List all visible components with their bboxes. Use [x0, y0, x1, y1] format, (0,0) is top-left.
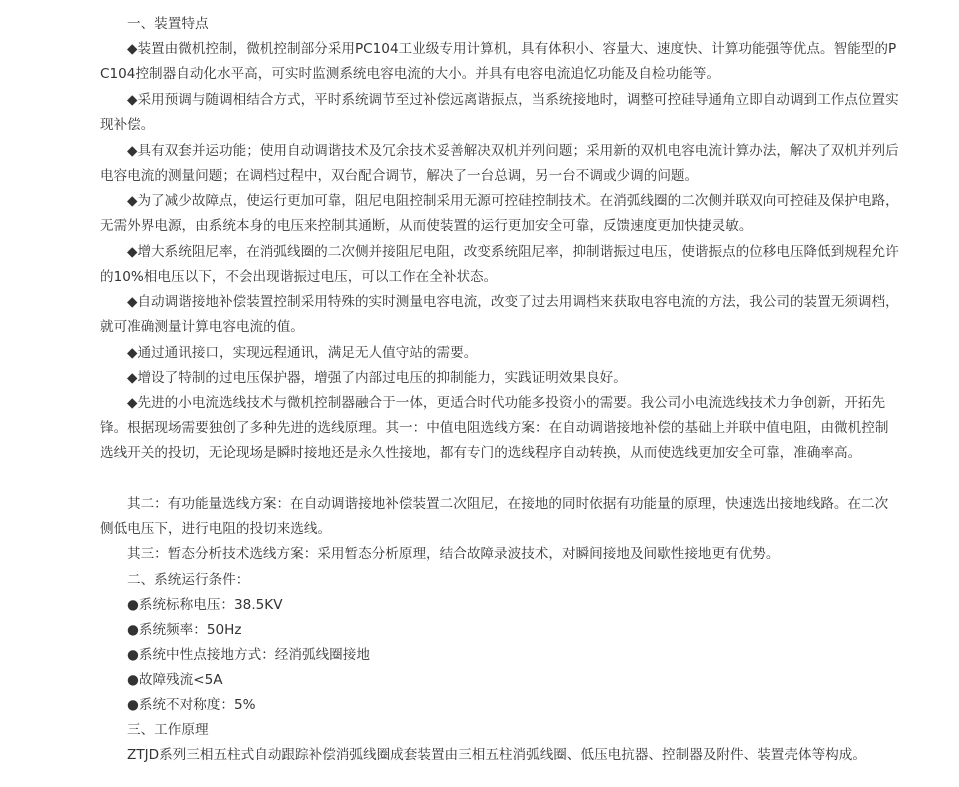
- scheme-three-paragraph: 其三：暂态分析技术选线方案：采用暂态分析原理，结合故障录波技术，对瞬间接地及间歇性接地更有优势。: [127, 546, 780, 562]
- section-heading-principle: 三、工作原理: [127, 722, 209, 738]
- feature-paragraph: ◆具有双套并运功能；使用自动调谐技术及冗余技术妥善解决双机并列问题；采用新的双机电容电流计算办法，解决了双机并列后电容电流的测量问题；在调档过程中，双台配合调节，解决了一台总调，另一台不调或少调的问题。: [100, 143, 899, 185]
- section-heading-conditions: 二、系统运行条件：: [127, 572, 250, 588]
- condition-item: ●系统中性点接地方式：经消弧线圈接地: [127, 647, 370, 663]
- scheme-two-paragraph: 其二：有功能量选线方案：在自动调谐接地补偿装置二次阻尼，在接地的同时依据有功能量的原理，快速选出接地线路。在二次侧低电压下，进行电阻的投切来选线。: [100, 496, 889, 538]
- feature-paragraph: ◆自动调谐接地补偿装置控制采用特殊的实时测量电容电流，改变了过去用调档来获取电容电流的方法，我公司的装置无须调档，就可准确测量计算电容电流的值。: [100, 294, 899, 336]
- feature-paragraph: ◆装置由微机控制，微机控制部分采用PC104工业级专用计算机，具有体积小、容量大、速度快、计算功能强等优点。智能型的PC104控制器自动化水平高，可实时监测系统电容电流的大小。并具有电容电流追忆功能及自检功能等。: [100, 41, 897, 83]
- feature-paragraph: ◆采用预调与随调相结合方式，平时系统调节至过补偿远离谐振点，当系统接地时，调整可控硅导通角立即自动调到工作点位置实现补偿。: [100, 92, 899, 134]
- feature-paragraph: ◆先进的小电流选线技术与微机控制器融合于一体，更适合时代功能多投资小的需要。我公司小电流选线技术力争创新，开拓先锋。根据现场需要独创了多种先进的选线原理。其一：中值电阻选线方案：在自动调谐接地补偿的基础上并联中值电阻，由微机控制选线开关的投切，无论现场是瞬时接地还是永久性接地，都有专门的选线程序自动转换，从而使选线更加安全可靠，准确率高。: [100, 395, 889, 462]
- feature-paragraph: ◆为了减少故障点，使运行更加可靠，阻尼电阻控制采用无源可控硅控制技术。在消弧线圈的二次侧并联双向可控硅及保护电路，无需外界电源，由系统本身的电压来控制其通断，从而使装置的运行更加安全可靠，反馈速度更加快捷灵敏。: [100, 193, 899, 235]
- feature-paragraph: ◆通过通讯接口，实现远程通讯，满足无人值守站的需要。: [127, 345, 478, 361]
- principle-paragraph: ZTJD系列三相五柱式自动跟踪补偿消弧线圈成套装置由三相五柱消弧线圈、低压电抗器、控制器及附件、装置壳体等构成。: [127, 747, 866, 763]
- feature-paragraph: ◆增大系统阻尼率，在消弧线圈的二次侧并接阻尼电阻，改变系统阻尼率，抑制谐振过电压，使谐振点的位移电压降低到规程允许的10%相电压以下，不会出现谐振过电压，可以工作在全补状态。: [100, 244, 899, 286]
- condition-item: ●故障残流<5A: [127, 672, 223, 688]
- condition-item: ●系统标称电压：38.5KV: [127, 597, 283, 613]
- feature-paragraph: ◆增设了特制的过电压保护器，增强了内部过电压的抑制能力，实践证明效果良好。: [127, 370, 627, 386]
- condition-item: ●系统频率：50Hz: [127, 622, 242, 638]
- section-heading-features: 一、装置特点: [127, 16, 209, 32]
- condition-item: ●系统不对称度：5%: [127, 697, 256, 713]
